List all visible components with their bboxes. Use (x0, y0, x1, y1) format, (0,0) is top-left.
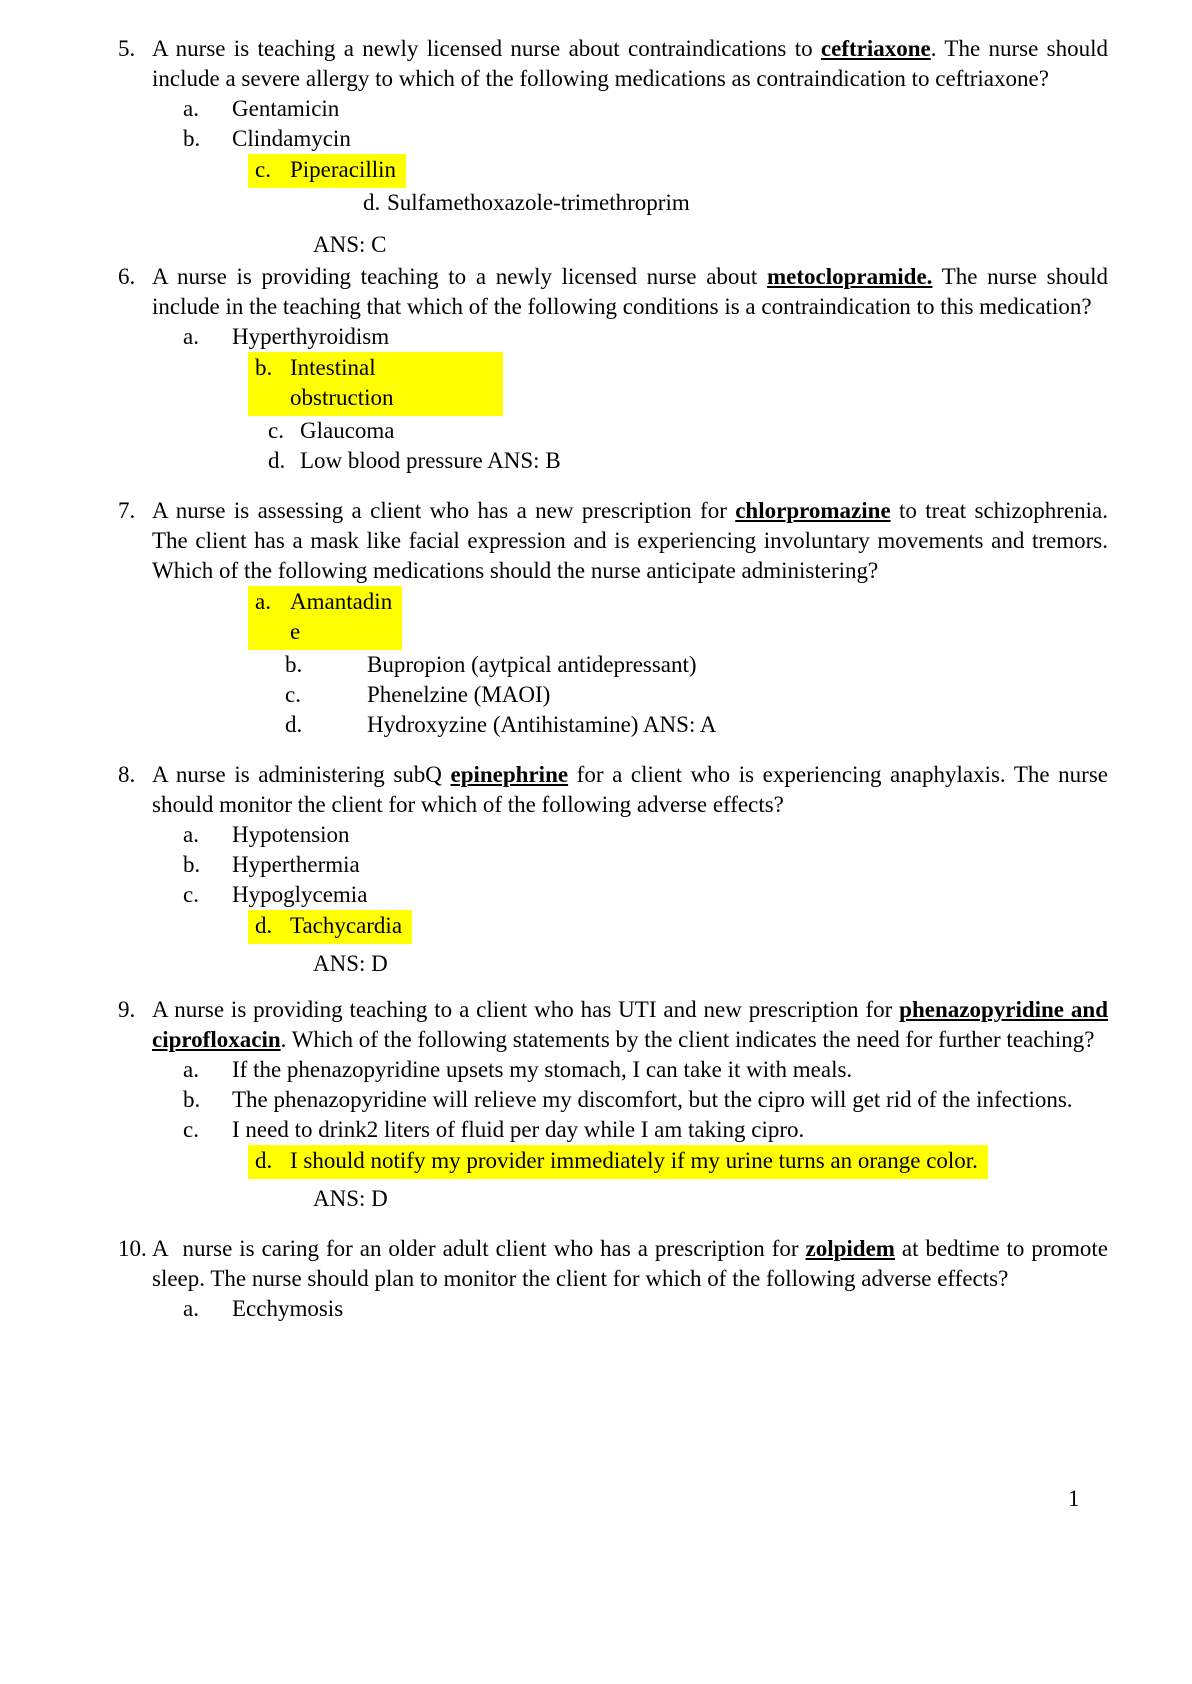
question-stem-row (118, 34, 1108, 94)
answer-line: ANS: D (313, 951, 388, 976)
option-row (183, 880, 1108, 910)
stem-text: to treat schizophrenia. The client has a mask like facial expression and is experiencing involuntary movements and tremors. Which of the following medications should the nurse anticipate administering? (152, 498, 1108, 583)
question-item (118, 1234, 1108, 1324)
stem-text: A nurse is administering subQ (152, 762, 451, 787)
question-stem (152, 1236, 1108, 1291)
answer-highlight (248, 910, 412, 944)
option-row (248, 1145, 1108, 1179)
option-text: Gentamicin (232, 96, 340, 121)
question-number: 9. (118, 997, 136, 1022)
option-row (183, 820, 1108, 850)
option-label: c. (268, 418, 284, 443)
option-text: Clindamycin (232, 126, 351, 151)
option-text: Bupropion (aytpical antidepressant) (367, 652, 697, 677)
option-text: Hyperthyroidism (232, 324, 390, 349)
answer-highlight (248, 352, 503, 416)
question-item (118, 760, 1108, 979)
option-text: Tachycardia (290, 913, 403, 938)
option-text: Hypotension (232, 822, 350, 847)
stem-text: . Which of the following statements by the client indicates the need for further teaching? (280, 1027, 1095, 1052)
option-text: Intestinal obstruction (290, 355, 394, 410)
question-number: 8. (118, 762, 136, 787)
option-row (183, 1085, 1108, 1115)
question-stem-row (118, 496, 1108, 586)
drug-name: zolpidem (805, 1236, 895, 1261)
question-stem-row (118, 995, 1108, 1055)
answer-highlight (248, 1145, 988, 1179)
option-row (183, 1294, 1108, 1324)
drug-name: phenazopyridine and ciprofloxacin (152, 997, 1108, 1052)
stem-text: A nurse is providing teaching to a client who has UTI and new prescription for (152, 997, 900, 1022)
option-text: Sulfamethoxazole-trimethroprim (387, 190, 690, 215)
option-label: b. (183, 852, 201, 877)
question-stem (152, 36, 1108, 91)
drug-name: metoclopramide. (766, 264, 933, 289)
stem-text: at bedtime to promote sleep. The nurse should plan to monitor the client for which of the following adverse effects? (152, 1236, 1108, 1291)
question-item (118, 262, 1108, 476)
option-row (285, 710, 1108, 740)
option-label: c. (285, 682, 301, 707)
option-label: a. (183, 822, 199, 847)
option-label: b. (255, 355, 273, 380)
option-text: The phenazopyridine will relieve my discomfort, but the cipro will get rid of the infections. (232, 1087, 1073, 1112)
option-text: Glaucoma (300, 418, 395, 443)
stem-text: The nurse should include in the teaching that which of the following conditions is a contraindication to this medication? (152, 264, 1108, 319)
option-row (183, 1115, 1108, 1145)
option-label: a. (255, 589, 271, 614)
option-label: c. (183, 1117, 199, 1142)
option-row (363, 188, 1108, 218)
answer-highlight (248, 586, 402, 650)
option-text: Low blood pressure ANS: B (300, 448, 561, 473)
option-row (285, 680, 1108, 710)
option-row (183, 322, 1108, 352)
question-number: 6. (118, 264, 136, 289)
question-number: 10. (118, 1236, 147, 1261)
option-text: Ecchymosis (232, 1296, 344, 1321)
question-stem (152, 997, 1108, 1052)
option-label: b. (183, 1087, 201, 1112)
question-number: 7. (118, 498, 136, 523)
option-text: Hydroxyzine (Antihistamine) ANS: A (367, 712, 717, 737)
option-label: a. (183, 1296, 199, 1321)
page-number: 1 (1068, 1486, 1080, 1511)
option-label: b. (285, 652, 303, 677)
option-label: a. (183, 96, 199, 121)
option-text: Phenelzine (MAOI) (367, 682, 551, 707)
option-text: Amantadin e (290, 589, 393, 644)
option-text: I need to drink2 liters of fluid per day while I am taking cipro. (232, 1117, 805, 1142)
option-label: d. (285, 712, 303, 737)
option-text: Hypoglycemia (232, 882, 368, 907)
option-row (285, 650, 1108, 680)
question-item (118, 34, 1108, 260)
answer-highlight (248, 154, 406, 188)
question-number: 5. (118, 36, 136, 61)
question-stem-row (118, 760, 1108, 820)
stem-text: A nurse is providing teaching to a newly licensed nurse about (152, 264, 767, 289)
option-label: b. (183, 126, 201, 151)
drug-name: ceftriaxone (820, 36, 931, 61)
drug-name: epinephrine (450, 762, 569, 787)
option-row (268, 416, 1108, 446)
stem-text: . The nurse should include a severe allergy to which of the following medications as contraindication to ceftriaxone? (152, 36, 1108, 91)
option-label: d. (255, 1148, 273, 1173)
option-label: d. (255, 913, 273, 938)
option-label: d. (268, 448, 286, 473)
question-stem-row (118, 262, 1108, 322)
option-text: I should notify my provider immediately if my urine turns an orange color. (290, 1148, 978, 1173)
stem-text: A nurse is assessing a client who has a new prescription for (152, 498, 736, 523)
stem-text: A nurse is teaching a newly licensed nurse about contraindications to (152, 36, 821, 61)
option-label: a. (183, 1057, 199, 1082)
question-stem-row (118, 1234, 1108, 1294)
option-row (183, 94, 1108, 124)
answer-line: ANS: C (313, 232, 387, 257)
option-text: Hyperthermia (232, 852, 360, 877)
question-stem (152, 498, 1108, 583)
question-item (118, 496, 1108, 740)
option-label: a. (183, 324, 199, 349)
option-row (248, 352, 1108, 416)
option-row (183, 1055, 1108, 1085)
drug-name: chlorpromazine (735, 498, 891, 523)
stem-text: A nurse is caring for an older adult client who has a prescription for (152, 1236, 806, 1261)
option-row (248, 154, 1108, 188)
option-row (248, 586, 1108, 650)
option-row (248, 910, 1108, 944)
option-row (268, 446, 1108, 476)
option-label: d. (363, 190, 381, 215)
question-item (118, 995, 1108, 1214)
option-row (183, 850, 1108, 880)
option-row (183, 124, 1108, 154)
stem-text: for a client who is experiencing anaphylaxis. The nurse should monitor the client for which of the following adverse effects? (152, 762, 1108, 817)
option-label: c. (255, 157, 271, 182)
option-text: Piperacillin (290, 157, 397, 182)
answer-line: ANS: D (313, 1186, 388, 1211)
question-stem (152, 762, 1108, 817)
question-stem (152, 264, 1108, 319)
option-text: If the phenazopyridine upsets my stomach, I can take it with meals. (232, 1057, 853, 1082)
option-label: c. (183, 882, 199, 907)
